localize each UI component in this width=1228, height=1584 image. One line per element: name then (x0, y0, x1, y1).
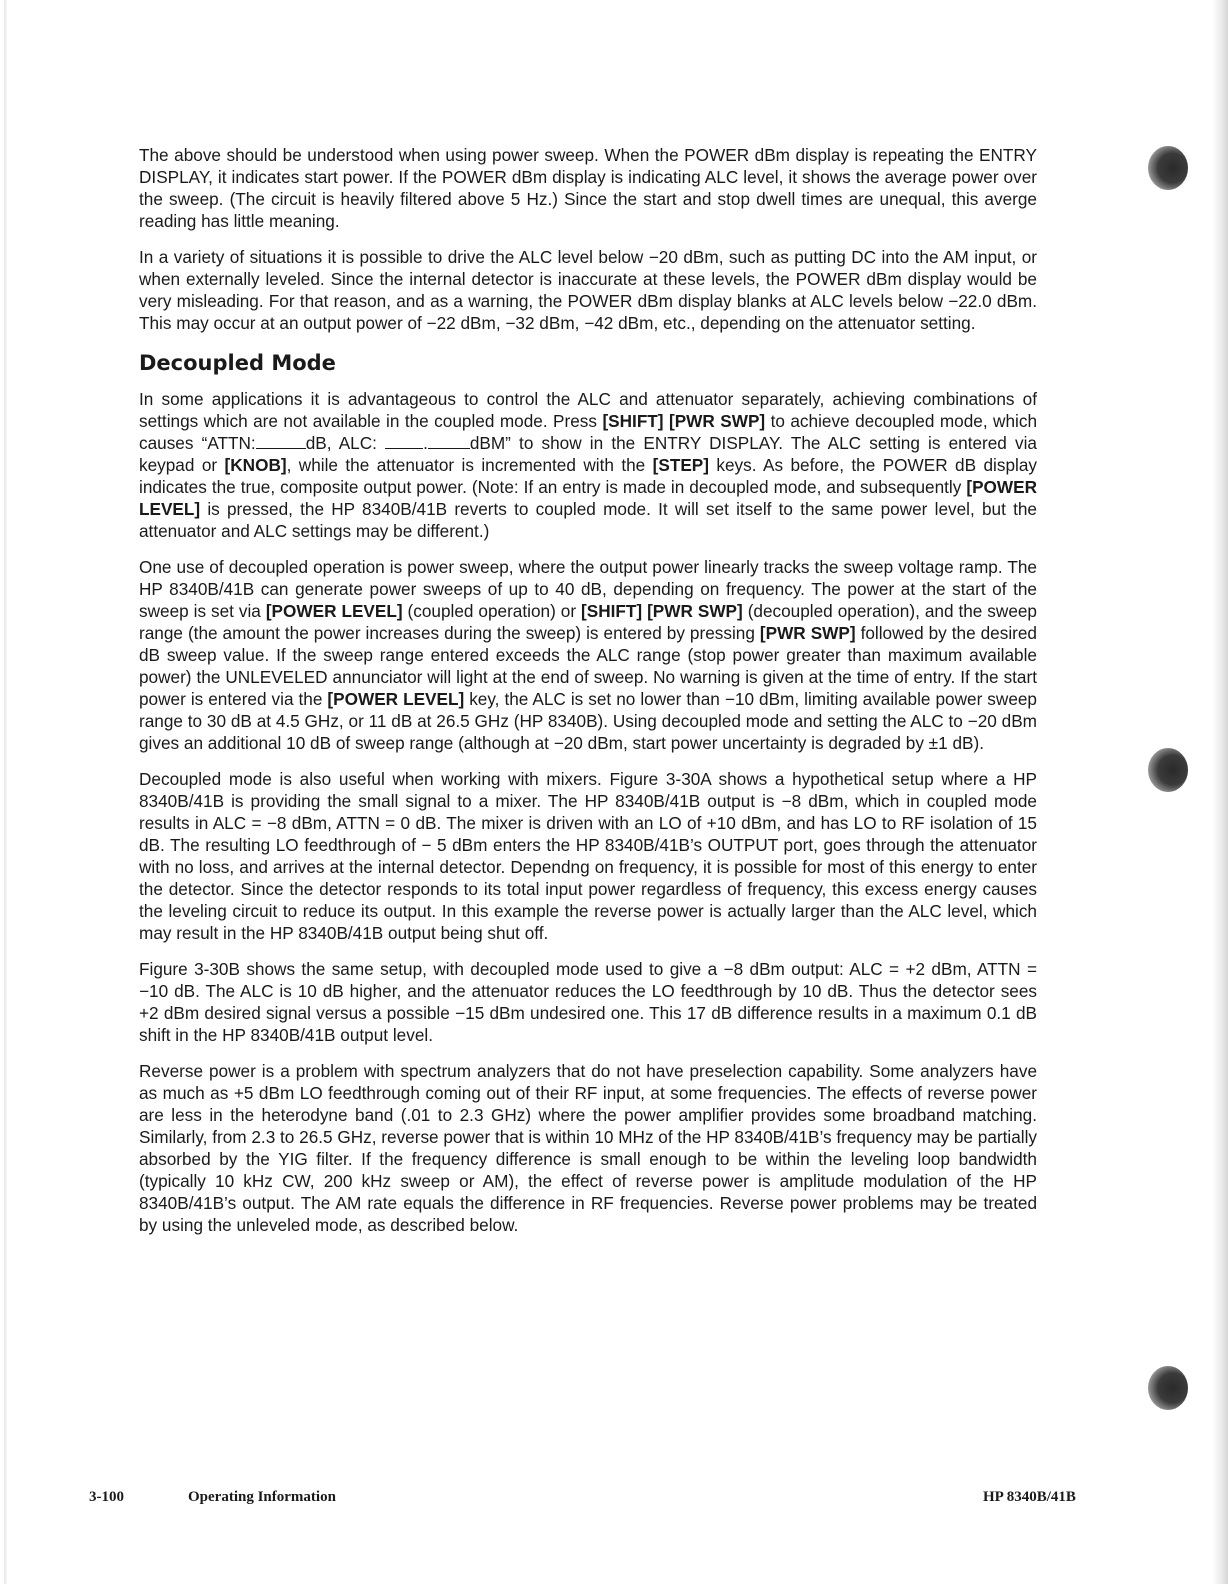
key-shift-pwr-swp: [SHIFT] [PWR SWP] (581, 601, 743, 621)
key-shift-pwr-swp: [SHIFT] [PWR SWP] (602, 411, 766, 431)
paragraph-power-sweep-display: The above should be understood when using power sweep. When the POWER dBm display is repeating the ENTRY DISPLAY, it indicates start power. If the POWER dBm display is indicating ALC level, it shows the average power over the sweep. (The circuit is heavily filtered above 5 Hz.) Since the start and stop dwell times are unequal, this averge reading has little meaning. (139, 145, 1037, 231)
binder-hole-bottom (1148, 1366, 1188, 1410)
key-power-level: [POWER LEVEL] (265, 601, 403, 621)
paragraph-decoupled-intro: In some applications it is advantageous to control the ALC and attenuator separately, achieving combinations of settings which are not available in the coupled mode. Press [SHIFT] [PWR SWP] to achieve decoupled mode, which causes “ATTN: dB, ALC: . dBM” to show in the ENTRY DISPLAY. The ALC setting is entered via keypad or [KNOB], while the attenuator is incremented with the [STEP] keys. As before, the POWER dB display indicates the true, composite output power. (Note: If an entry is made in decoupled mode, and subsequently [POWER LEVEL] is pressed, the HP 8340B/41B reverts to coupled mode. It will set itself to the same power level, but the attenuator and ALC settings may be different.) (139, 389, 1038, 541)
binder-hole-top (1148, 146, 1188, 190)
key-knob: [KNOB] (224, 455, 287, 475)
paragraph-reverse-power: Reverse power is a problem with spectrum analyzers that do not have preselection capability. Some analyzers have as much as +5 dBm LO feedthrough coming out of their RF input, at some frequencies. The effects of reverse power are less in the heterodyne band (.01 to 2.3 GHz) where the power amplifier provides some broadband matching. Similarly, from 2.3 to 26.5 GHz, reverse power that is within 10 MHz of the HP 8340B/41B’s frequency may be partially absorbed by the YIG filter. If the frequency difference is small enough to be within the leveling loop bandwidth (typically 10 kHz CW, 200 kHz sweep or AM), the effect of reverse power is amplitude modulation of the HP 8340B/41B’s output. The AM rate equals the difference in RF frequencies. Reverse power problems may be treated by using the unleveled mode, as described below. (139, 1061, 1037, 1235)
key-power-level: [POWER LEVEL] (139, 477, 1037, 519)
key-power-level: [POWER LEVEL] (327, 689, 465, 709)
scan-edge-left (4, 0, 7, 1584)
page-body (139, 144, 1037, 1250)
footer-section-title: Operating Information (188, 1489, 336, 1505)
key-step: [STEP] (652, 455, 709, 475)
scan-edge-right (1212, 0, 1228, 1584)
key-pwr-swp: [PWR SWP] (759, 623, 856, 643)
blank-field-alc-int (385, 434, 423, 449)
binder-hole-middle (1148, 748, 1188, 792)
paragraph-mixers: Decoupled mode is also useful when working with mixers. Figure 3-30A shows a hypothetical setup where a HP 8340B/41B is providing the small signal to a mixer. The HP 8340B/41B output is −8 dBm, which in coupled mode results in ALC = −8 dBm, ATTN = 0 dB. The mixer is driven with an LO of +10 dBm, and has LO to RF isolation of 15 dB. The resulting LO feedthrough of − 5 dBm enters the HP 8340B/41B’s OUTPUT port, goes through the attenuator with no loss, and arrives at the internal detector. Dependng on frequency, it is possible for most of this energy to enter the detector. Since the detector responds to its total input power regardless of frequency, this excess energy causes the leveling circuit to reduce its output. In this example the reverse power is actually larger than the ALC level, which may result in the HP 8340B/41B output being shut off. (139, 769, 1037, 943)
blank-field-attn (256, 434, 306, 449)
paragraph-power-sweep-range: One use of decoupled operation is power sweep, where the output power linearly tracks the sweep voltage ramp. The HP 8340B/41B can generate power sweeps of up to 40 dB, depending on frequency. The power at the start of the sweep is set via [POWER LEVEL] (coupled operation) or [SHIFT] [PWR SWP] (decoupled operation), and the sweep range (the amount the power increases during the sweep) is entered by pressing [PWR SWP] followed by the desired dB sweep value. If the sweep range entered exceeds the ALC range (stop power greater than maximum available power) the UNLEVELED annunciator will light at the end of sweep. No warning is given at the time of entry. If the start power is entered via the [POWER LEVEL] key, the ALC is set no lower than −10 dBm, limiting available power sweep range to 30 dB at 4.5 GHz, or 11 dB at 26.5 GHz (HP 8340B). Using decoupled mode and setting the ALC to −20 dBm gives an additional 10 dB of sweep range (although at −20 dBm, start power uncertainty is degraded by ±1 dB). (139, 557, 1037, 753)
section-heading-decoupled-mode: Decoupled Mode (139, 351, 336, 375)
footer-page-number: 3-100 (89, 1489, 124, 1505)
paragraph-alc-blanking: In a variety of situations it is possible to drive the ALC level below −20 dBm, such as putting DC into the AM input, or when externally leveled. Since the internal detector is inaccurate at these levels, the POWER dBm display would be very misleading. For that reason, and as a warning, the POWER dBm display blanks at ALC levels below −22.0 dBm. This may occur at an output power of −22 dBm, −32 dBm, −42 dBm, etc., depending on the attenuator setting. (139, 247, 1037, 333)
blank-field-alc-frac (428, 434, 470, 449)
footer-model: HP 8340B/41B (983, 1489, 1076, 1505)
paragraph-figure-3-30b: Figure 3-30B shows the same setup, with decoupled mode used to give a −8 dBm output: ALC = +2 dBm, ATTN = −10 dB. The ALC is 10 dB higher, and the attenuator reduces the LO feedthrough by 10 dB. Thus the detector sees +2 dBm desired signal versus a possible −15 dBm undesired one. This 17 dB difference results in a maximum 0.1 dB shift in the HP 8340B/41B output level. (139, 959, 1037, 1045)
